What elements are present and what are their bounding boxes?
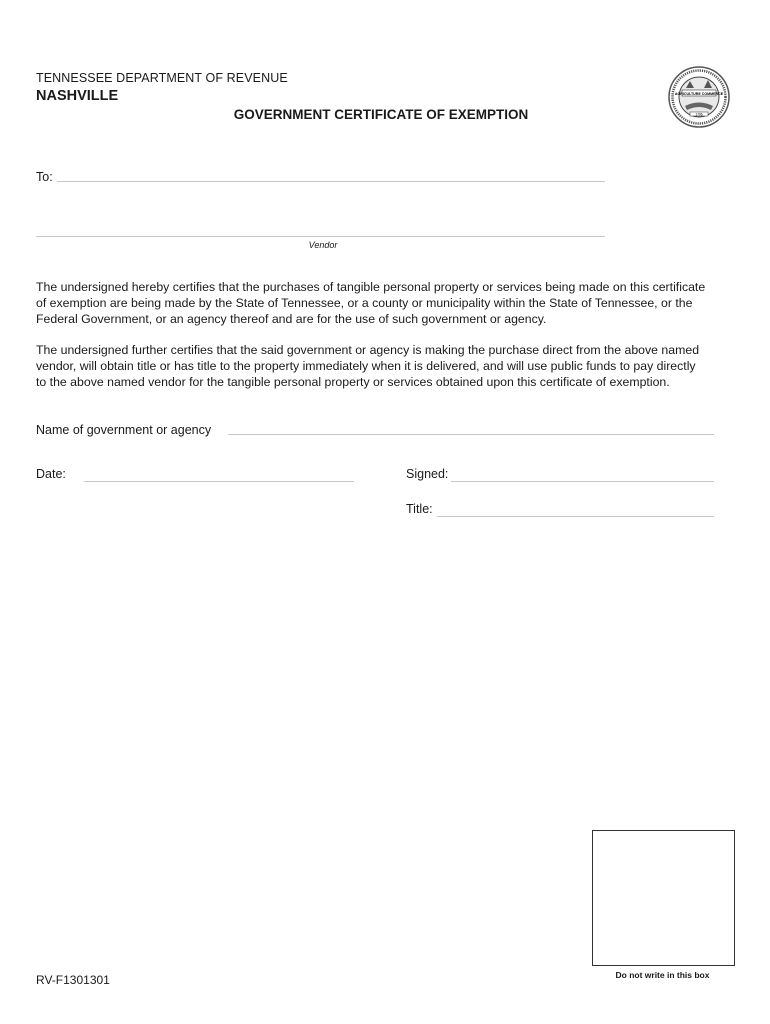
form-number: RV-F1301301 [36, 973, 110, 987]
signed-label: Signed: [406, 467, 449, 481]
title-input-line[interactable] [437, 516, 714, 517]
certification-paragraph-2: The undersigned further certifies that the said government or agency is making the purchase direct from the above named vendor, will obtain title or has title to the property immediately when it is delivered, and will use public funds to pay directly to the above named vendor for the tangible personal property or services obtained upon this certificate of exemption. [36, 343, 700, 389]
date-label: Date: [36, 467, 66, 481]
office-use-caption: Do not write in this box [615, 970, 710, 980]
city-name: NASHVILLE [36, 88, 119, 104]
svg-text:1796: 1796 [695, 112, 703, 117]
agency-input-line[interactable] [228, 434, 714, 435]
form-title: GOVERNMENT CERTIFICATE OF EXEMPTION [233, 107, 529, 122]
signed-input-line[interactable] [451, 481, 714, 482]
department-name: TENNESSEE DEPARTMENT OF REVENUE [36, 71, 288, 85]
title-label: Title: [406, 502, 433, 516]
certification-paragraph-1: The undersigned hereby certifies that the purchases of tangible personal property or services being made on this certificate of exemption are being made by the State of Tennessee, or a county or municipality within the State of Tennessee, or the Federal Government, or an agency thereof and are for the use of such government or agency. [36, 280, 706, 326]
to-input-line[interactable] [57, 181, 605, 182]
agency-label: Name of government or agency [36, 423, 212, 437]
svg-text:AGRICULTURE COMMERCE: AGRICULTURE COMMERCE [674, 91, 724, 96]
date-input-line[interactable] [84, 481, 354, 482]
vendor-input-line[interactable] [36, 236, 605, 237]
vendor-caption: Vendor [308, 240, 338, 250]
office-use-box [592, 830, 735, 966]
tennessee-seal-icon [668, 66, 730, 128]
to-label: To: [36, 170, 53, 184]
